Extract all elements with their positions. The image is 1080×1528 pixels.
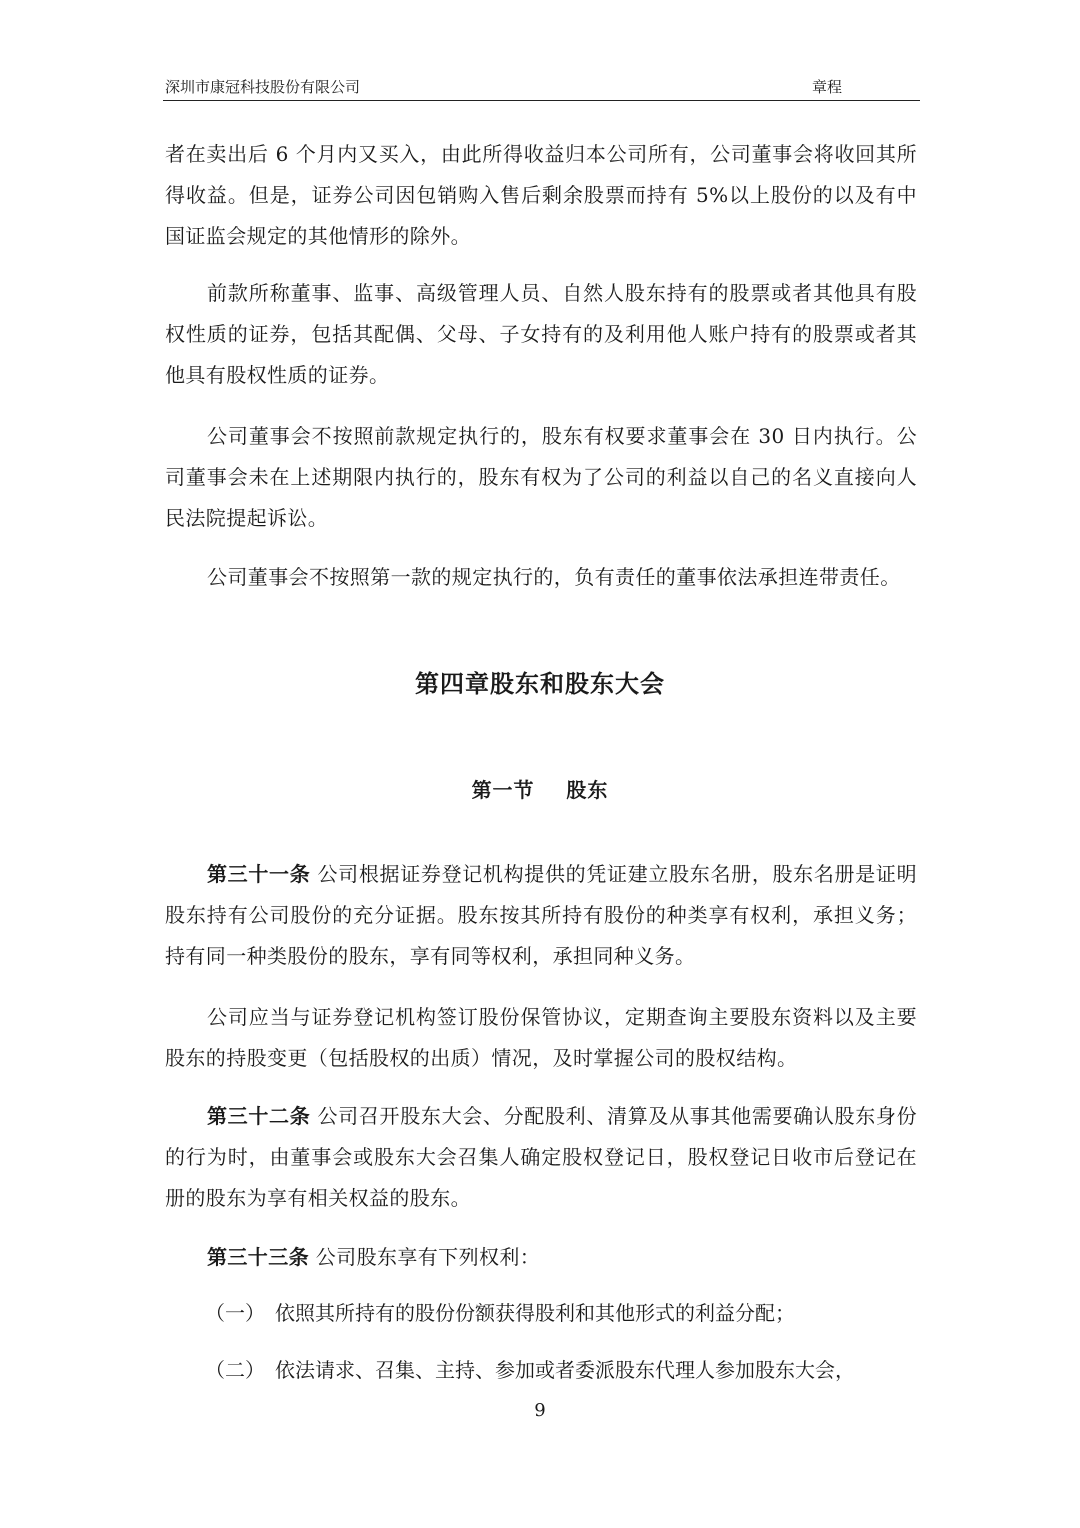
page-number: 9 xyxy=(534,1400,546,1421)
list-item-number: （一） xyxy=(205,1301,265,1325)
page-header xyxy=(163,76,920,101)
article-31-text: 公司根据证券登记机构提供的凭证建立股东名册，股东名册是证明股东持有公司股份的充分证据。股东按其所持有股份的种类享有权利，承担义务；持有同一种类股份的股东，享有同等权利，承担同种义务。 xyxy=(165,862,917,968)
article-32-text: 公司召开股东大会、分配股利、清算及从事其他需要确认股东身份的行为时，由董事会或股东大会召集人确定股权登记日，股权登记日收市后登记在册的股东为享有相关权益的股东。 xyxy=(165,1104,917,1210)
list-item-text: 依照其所持有的股份份额获得股利和其他形式的利益分配； xyxy=(275,1301,795,1325)
list-item-number: （二） xyxy=(205,1358,265,1382)
paragraph-1: 者在卖出后 6 个月内又买入，由此所得收益归本公司所有，公司董事会将收回其所得收益。但是，证券公司因包销购入售后剩余股票而持有 5%以上股份的以及有中国证监会规定的其他情形的除外。 xyxy=(165,142,917,248)
paragraph-3: 公司董事会不按照前款规定执行的，股东有权要求董事会在 30 日内执行。公司董事会未在上述期限内执行的，股东有权为了公司的利益以自己的名义直接向人民法院提起诉讼。 xyxy=(165,424,917,530)
list-item xyxy=(205,1293,920,1334)
header-document-name: 章程 xyxy=(811,78,842,96)
section-title: 第一节 股东 xyxy=(471,778,609,802)
article-31 xyxy=(165,854,917,977)
paragraph-2: 前款所称董事、监事、高级管理人员、自然人股东持有的股票或者其他具有股权性质的证券，包括其配偶、父母、子女持有的及利用他人账户持有的股票或者其他具有股权性质的证券。 xyxy=(165,281,917,387)
article-33-text: 公司股东享有下列权利： xyxy=(315,1245,541,1269)
article-33-label: 第三十三条 xyxy=(207,1245,309,1269)
header-company-name: 深圳市康冠科技股份有限公司 xyxy=(165,78,361,96)
chapter-title: 第四章股东和股东大会 xyxy=(415,670,665,698)
article-33 xyxy=(165,1237,917,1278)
list-item-text: 依法请求、召集、主持、参加或者委派股东代理人参加股东大会， xyxy=(275,1358,855,1382)
article-32-label: 第三十二条 xyxy=(207,1104,311,1128)
article-32 xyxy=(165,1096,917,1219)
article-31-label: 第三十一条 xyxy=(207,862,311,886)
list-item xyxy=(205,1350,920,1391)
paragraph-4: 公司董事会不按照第一款的规定执行的，负有责任的董事依法承担连带责任。 xyxy=(207,565,901,589)
article-31-paragraph-2: 公司应当与证券登记机构签订股份保管协议，定期查询主要股东资料以及主要股东的持股变更（包括股权的出质）情况，及时掌握公司的股权结构。 xyxy=(165,1005,917,1070)
